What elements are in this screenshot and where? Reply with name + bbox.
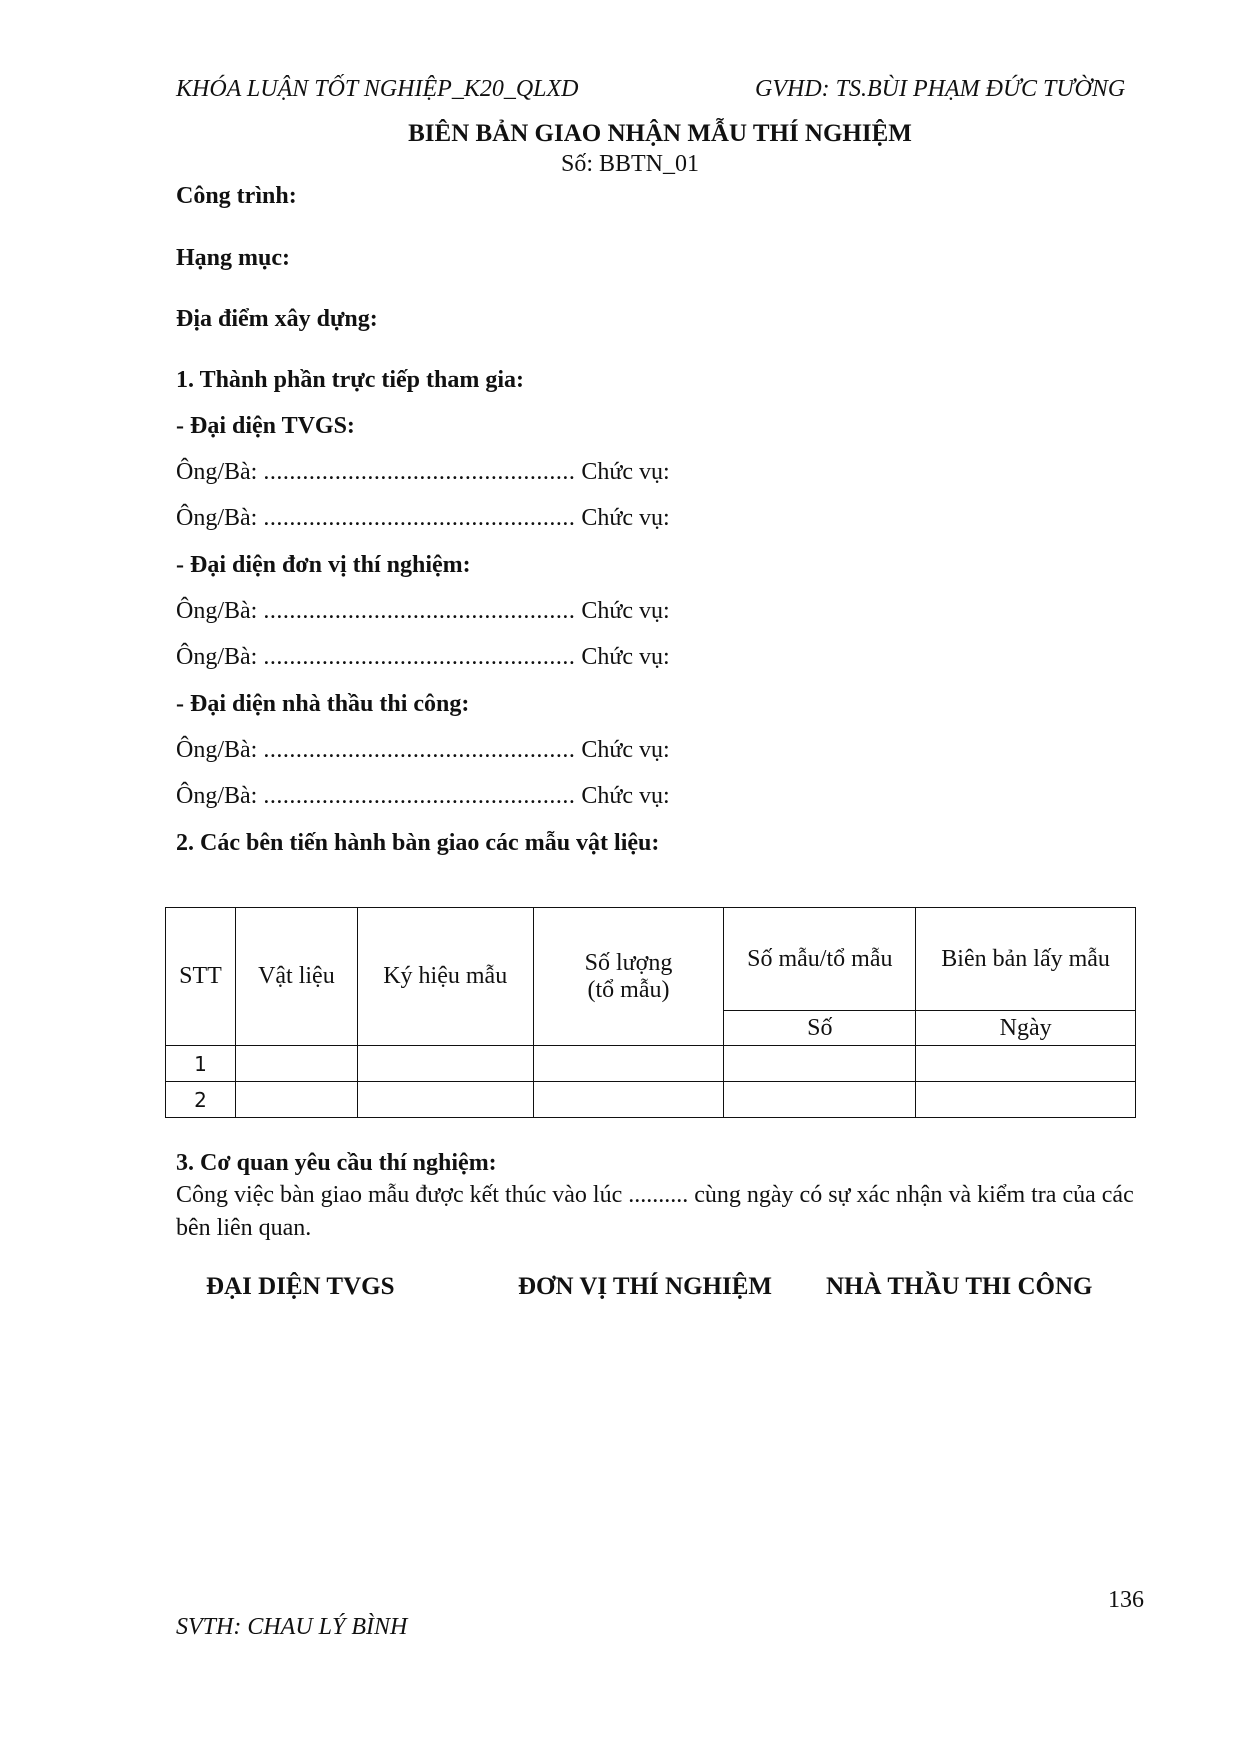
row-stt: 1 xyxy=(166,1046,236,1082)
participant-line: Ông/Bà: ................................................ Chức vụ: xyxy=(176,644,670,670)
signature-lab: ĐƠN VỊ THÍ NGHIỆM xyxy=(518,1273,772,1300)
group-tvgs-label: - Đại diện TVGS: xyxy=(176,413,355,439)
document-number: Số: BBTN_01 xyxy=(560,151,700,177)
field-project: Công trình: xyxy=(176,183,297,209)
subheader-number: Số xyxy=(724,1011,916,1046)
page-number: 136 xyxy=(1108,1587,1144,1613)
participant-line: Ông/Bà: ................................................ Chức vụ: xyxy=(176,737,670,763)
table-row xyxy=(166,1082,1136,1118)
section3-heading: 3. Cơ quan yêu cầu thí nghiệm: xyxy=(176,1150,497,1176)
signature-contractor: NHÀ THẦU THI CÔNG xyxy=(826,1273,1093,1300)
header-advisor: GVHD: TS.BÙI PHẠM ĐỨC TƯỜNG xyxy=(755,76,1126,102)
col-header-material: Vật liệu xyxy=(235,908,357,1046)
header-thesis-title: KHÓA LUẬN TỐT NGHIỆP_K20_QLXD xyxy=(176,76,579,102)
row-stt: 2 xyxy=(166,1082,236,1118)
col-header-sample-code: Ký hiệu mẫu xyxy=(357,908,533,1046)
footer-student: SVTH: CHAU LÝ BÌNH xyxy=(176,1614,408,1640)
col-header-sample-group: Số mẫu/tổ mẫu xyxy=(724,908,916,1011)
group-lab-label: - Đại diện đơn vị thí nghiệm: xyxy=(176,552,471,578)
section1-heading: 1. Thành phần trực tiếp tham gia: xyxy=(176,367,525,393)
participant-line: Ông/Bà: ................................................ Chức vụ: xyxy=(176,783,670,809)
col-header-sampling-record: Biên bản lấy mẫu xyxy=(916,908,1136,1011)
participant-line: Ông/Bà: ................................................ Chức vụ: xyxy=(176,598,670,624)
samples-table xyxy=(165,907,1136,1118)
col-header-stt: STT xyxy=(166,908,236,1046)
section3-text: Công việc bàn giao mẫu được kết thúc vào lúc .......... cùng ngày có sự xác nhận và kiểm tra của các bên liên quan. xyxy=(176,1182,1134,1241)
col-header-quantity: Số lượng (tổ mẫu) xyxy=(533,908,724,1046)
subheader-date: Ngày xyxy=(916,1011,1136,1046)
field-location: Địa điểm xây dựng: xyxy=(176,306,378,332)
field-item: Hạng mục: xyxy=(176,245,290,271)
section2-heading: 2. Các bên tiến hành bàn giao các mẫu vật liệu: xyxy=(176,830,660,856)
group-contractor-label: - Đại diện nhà thầu thi công: xyxy=(176,691,470,717)
table-row xyxy=(166,1046,1136,1082)
participant-line: Ông/Bà: ................................................ Chức vụ: xyxy=(176,459,670,485)
document-title: BIÊN BẢN GIAO NHẬN MẪU THÍ NGHIỆM xyxy=(408,120,912,147)
participant-line: Ông/Bà: ................................................ Chức vụ: xyxy=(176,505,670,531)
signature-tvgs: ĐẠI DIỆN TVGS xyxy=(206,1273,395,1300)
